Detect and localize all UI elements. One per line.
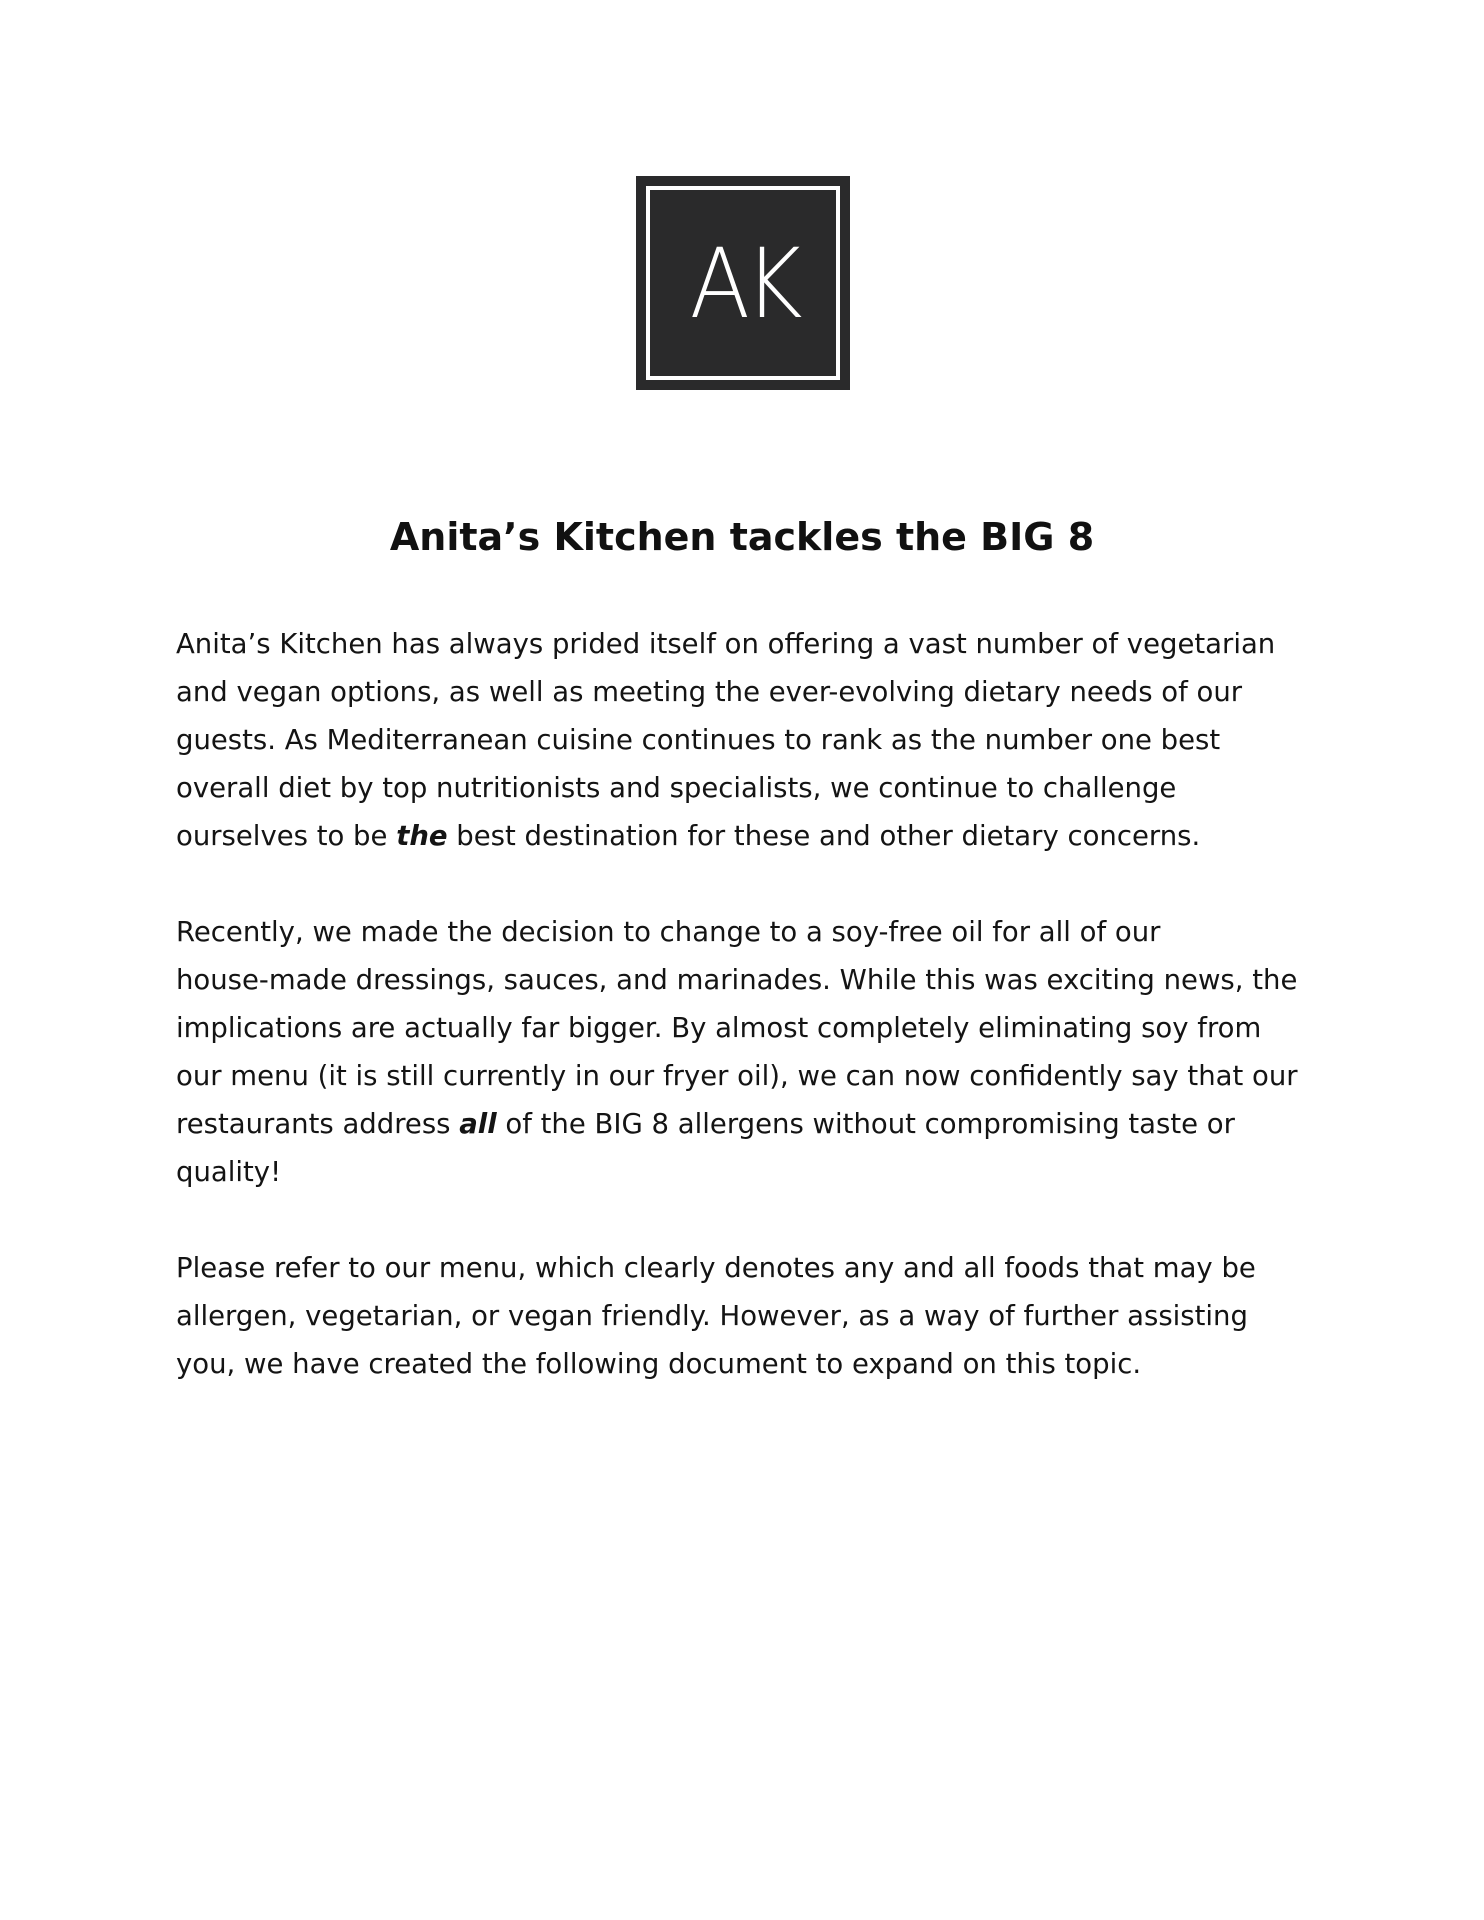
text-line: restaurants address [176,1108,460,1140]
logo-text: AK [689,228,797,340]
text-line: best destination for these and other dietary concerns. [447,820,1201,852]
ak-logo [636,176,850,390]
text-line: house-made dressings, sauces, and marinades. While this was exciting news, the [176,964,1298,996]
paragraph-soy-free [176,908,1316,1196]
text-line: implications are actually far bigger. By almost completely eliminating soy from [176,1012,1262,1044]
text-line: guests. As Mediterranean cuisine continues to rank as the number one best [176,724,1221,756]
text-line: Anita’s Kitchen has always prided itself on offering a vast number of vegetarian [176,628,1276,660]
text-line: our menu (it is still currently in our fryer oil), we can now confidently say that our [176,1060,1298,1092]
text-line: you, we have created the following document to expand on this topic. [176,1348,1142,1380]
emphasis-all: all [459,1108,497,1140]
emphasis-the: the [396,820,448,852]
text-line: quality! [176,1156,282,1188]
text-line: of the BIG 8 allergens without compromising taste or [496,1108,1235,1140]
logo-frame [646,186,840,380]
page-title: Anita’s Kitchen tackles the BIG 8 [389,515,1095,559]
text-line: Recently, we made the decision to change to a soy-free oil for all of our [176,916,1161,948]
text-line: Please refer to our menu, which clearly denotes any and all foods that may be [176,1252,1256,1284]
text-line: overall diet by top nutritionists and specialists, we continue to challenge [176,772,1177,804]
paragraph-intro [176,620,1316,860]
text-line: allergen, vegetarian, or vegan friendly. However, as a way of further assisting [176,1300,1248,1332]
text-line: and vegan options, as well as meeting the ever-evolving dietary needs of our [176,676,1243,708]
text-line: ourselves to be [176,820,397,852]
paragraph-menu-reference [176,1244,1316,1388]
